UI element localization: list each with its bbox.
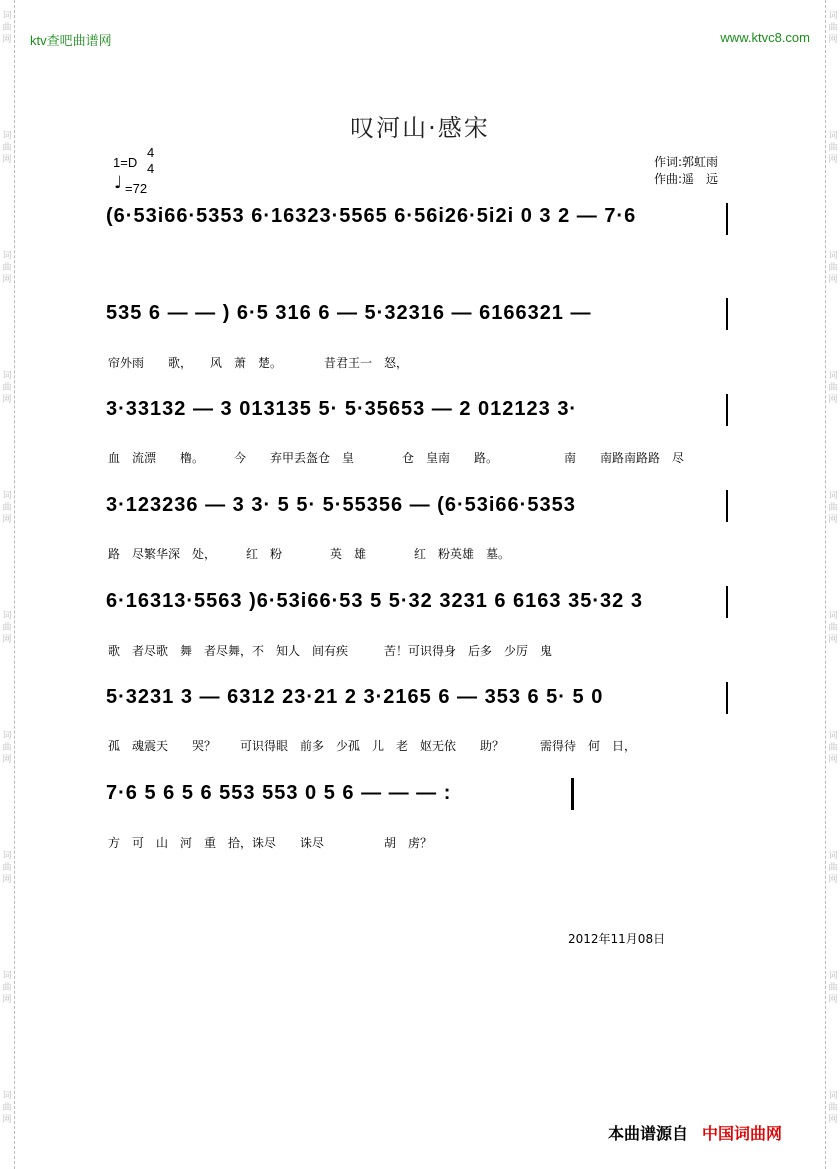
source-site-right[interactable]: www.ktvc8.com <box>720 30 810 45</box>
final-bar-line <box>571 778 574 810</box>
bar-line <box>726 203 728 235</box>
side-watermark: 词曲网 <box>2 251 12 285</box>
melody-line: 535 6 — — ) 6·5 316 6 — 5·32316 — 6166321 — <box>106 302 592 324</box>
side-watermark: 词曲网 <box>2 971 12 1005</box>
key-signature: 1=D <box>113 155 138 170</box>
side-watermark: 词曲网 <box>828 611 838 645</box>
lyrics-line: 方 可 山 河 重 拾，诛尽 诛尽 胡 虏？ <box>108 836 433 850</box>
side-watermark: 词曲网 <box>2 731 12 765</box>
meter-bottom: 4 <box>147 161 155 176</box>
date-stamp: 2012年11月08日 <box>568 932 666 946</box>
lyrics-line: 路 尽繁华深 处， 红 粉 英 雄 红 粉英雄 墓。 <box>108 547 511 561</box>
melody-line: (6·53i66·5353 6·16323·5565 6·56i26·5i2i 0 3 2 — 7·6 <box>106 205 637 227</box>
bar-line <box>726 682 728 714</box>
left-margin-strip <box>0 0 15 1169</box>
melody-line: 6·16313·5563 )6·53i66·53 5 5·32 3231 6 6163 35·32 3 <box>106 590 643 612</box>
tempo-value: =72 <box>125 181 148 196</box>
side-watermark: 词曲网 <box>2 371 12 405</box>
melody-line: 3·123236 — 3 3· 5 5· 5·55356 — (6·53i66·5353 <box>106 494 576 516</box>
footer-site-link[interactable]: 中国词曲网 <box>702 1124 783 1143</box>
lyrics-line: 孤 魂震天 哭？ 可识得眼 前多 少孤 儿 老 妪无依 助？ 需得待 何 日， <box>108 739 637 753</box>
melody-line: 7·6 5 6 5 6 553 553 0 5 6 — — — : <box>106 782 452 804</box>
side-watermark: 词曲网 <box>828 731 838 765</box>
side-watermark: 词曲网 <box>2 1091 12 1125</box>
side-watermark: 词曲网 <box>828 491 838 525</box>
time-signature <box>147 145 154 177</box>
side-watermark: 词曲网 <box>2 851 12 885</box>
melody-line: 5·3231 3 — 6312 23·21 2 3·2165 6 — 353 6 5· 5 0 <box>106 686 604 708</box>
quarter-note-icon: ♩ <box>114 173 123 193</box>
bar-line <box>726 394 728 426</box>
composer-credit: 作曲:遥 远 <box>654 172 719 186</box>
side-watermark: 词曲网 <box>828 1091 838 1125</box>
bar-line <box>726 490 728 522</box>
side-watermark: 词曲网 <box>828 131 838 165</box>
side-watermark: 词曲网 <box>2 11 12 45</box>
lyricist-credit: 作词:郭虹雨 <box>654 155 719 169</box>
side-watermark: 词曲网 <box>2 491 12 525</box>
lyrics-line: 歌 者尽歌 舞 者尽舞，不 知人 间有疾 苦！可识得身 后多 少厉 鬼 <box>108 644 553 658</box>
lyrics-line: 帘外雨 歌， 风 萧 楚。 昔君王一 怒， <box>108 356 409 370</box>
side-watermark: 词曲网 <box>2 131 12 165</box>
meter-top: 4 <box>147 145 155 160</box>
song-title: 叹河山·感宋 <box>350 114 490 142</box>
bar-line <box>726 586 728 618</box>
footer-source <box>608 1121 782 1144</box>
side-watermark: 词曲网 <box>828 371 838 405</box>
melody-line: 3·33132 — 3 013135 5· 5·35653 — 2 012123 3· <box>106 398 578 420</box>
right-margin-strip <box>825 0 840 1169</box>
footer-label: 本曲谱源自 <box>608 1124 689 1143</box>
side-watermark: 词曲网 <box>828 971 838 1005</box>
lyrics-line: 血 流漂 橹。 今 弃甲丢盔仓 皇 仓 皇南 路。 南 南路南路路 尽 <box>108 451 685 465</box>
side-watermark: 词曲网 <box>2 611 12 645</box>
side-watermark: 词曲网 <box>828 851 838 885</box>
side-watermark: 词曲网 <box>828 11 838 45</box>
bar-line <box>726 298 728 330</box>
side-watermark: 词曲网 <box>828 251 838 285</box>
source-site-left[interactable]: ktv查吧曲谱网 <box>30 33 112 48</box>
